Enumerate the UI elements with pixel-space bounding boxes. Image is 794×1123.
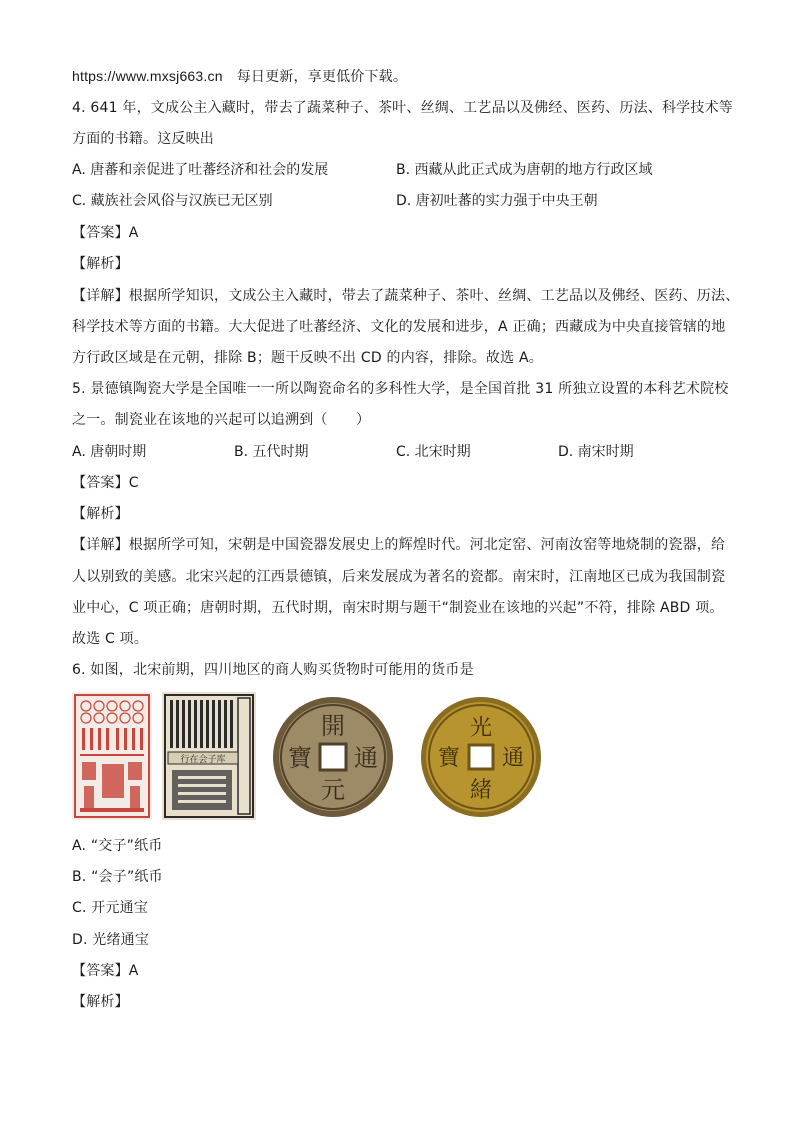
q5-detail-line1: 【详解】根据所学可知，宋朝是中国瓷器发展史上的辉煌时代。河北定窑、河南汝窑等地烧制的瓷器，给 <box>72 537 726 553</box>
q4-detail-line2: 科学技术等方面的书籍。大大促进了吐蕃经济、文化的发展和进步，A 正确；西藏成为中央直接管辖的地 <box>72 319 726 335</box>
q5-stem-line2: 之一。制瓷业在该地的兴起可以追溯到（ ） <box>72 412 371 428</box>
guangxu-char-bottom: 緒 <box>469 778 493 803</box>
q4-stem-line1: 4. 641 年，文成公主入藏时，带去了蔬菜种子、茶叶、丝绸、工艺品以及佛经、医药、历法、科学技术等 <box>72 100 733 116</box>
q5-stem-line1: 5. 景德镇陶瓷大学是全国唯一一所以陶瓷命名的多科性大学，是全国首批 31 所独立设置的本科艺术院校 <box>72 381 729 397</box>
page-header <box>72 66 407 87</box>
jiaozi-note-image <box>72 692 152 820</box>
huizi-banner-text: 行在会子库 <box>180 755 226 765</box>
q5-detail-line4: 故选 C 项。 <box>72 631 149 647</box>
q4-option-d: D. 唐初吐蕃的实力强于中央王朝 <box>396 193 598 209</box>
q6-answer: 【答案】A <box>72 963 139 979</box>
guangxu-char-top: 光 <box>469 716 493 741</box>
q4-stem-line2: 方面的书籍。这反映出 <box>72 131 214 147</box>
kaiyuan-char-right: 通 <box>354 744 378 772</box>
q6-option-d: D. 光绪通宝 <box>72 932 150 948</box>
q5-answer: 【答案】C <box>72 475 139 491</box>
q4-option-c: C. 藏族社会风俗与汉族已无区别 <box>72 193 273 209</box>
q6-stem: 6. 如图，北宋前期，四川地区的商人购买货物时可能用的货币是 <box>72 662 474 678</box>
q4-option-a: A. 唐蕃和亲促进了吐蕃经济和社会的发展 <box>72 162 329 178</box>
q5-detail-line3: 业中心，C 项正确；唐朝时期，五代时期，南宋时期与题干“制瓷业在该地的兴起”不符，排除 ABD 项。 <box>72 600 724 616</box>
q6-analysis-heading: 【解析】 <box>72 994 129 1010</box>
guangxu-char-left: 寶 <box>437 746 461 771</box>
q6-option-b: B. “会子”纸币 <box>72 869 163 885</box>
q5-option-b: B. 五代时期 <box>234 444 309 460</box>
header-note: 每日更新，享更低价下载。 <box>236 69 408 85</box>
q4-answer: 【答案】A <box>72 225 139 241</box>
q4-detail-line1: 【详解】根据所学知识，文成公主入藏时，带去了蔬菜种子、茶叶、丝绸、工艺品以及佛经、医药、历法、 <box>72 288 740 304</box>
q4-analysis-heading: 【解析】 <box>72 256 129 272</box>
kaiyuan-char-left: 寶 <box>288 744 312 772</box>
huizi-note-image <box>162 692 256 820</box>
q6-option-a: A. “交子”纸币 <box>72 838 163 854</box>
q5-option-a: A. 唐朝时期 <box>72 444 147 460</box>
kaiyuan-coin-image <box>270 694 396 820</box>
q5-detail-line2: 人以别致的美感。北宋兴起的江西景德镇，后来发展成为著名的瓷都。南宋时，江南地区已成为我国制瓷 <box>72 569 726 585</box>
q5-analysis-heading: 【解析】 <box>72 506 129 522</box>
guangxu-char-right: 通 <box>501 746 525 771</box>
q6-option-c: C. 开元通宝 <box>72 900 149 916</box>
q4-detail-line3: 方行政区域是在元朝，排除 B；题干反映不出 CD 的内容，排除。故选 A。 <box>72 350 543 366</box>
kaiyuan-char-bottom: 元 <box>321 776 345 804</box>
header-url[interactable]: https://www.mxsj663.cn <box>72 68 223 84</box>
q5-option-c: C. 北宋时期 <box>396 444 471 460</box>
kaiyuan-char-top: 開 <box>321 712 345 740</box>
q4-option-b: B. 西藏从此正式成为唐朝的地方行政区域 <box>396 162 653 178</box>
q5-option-d: D. 南宋时期 <box>558 444 634 460</box>
guangxu-coin-image <box>418 694 544 820</box>
